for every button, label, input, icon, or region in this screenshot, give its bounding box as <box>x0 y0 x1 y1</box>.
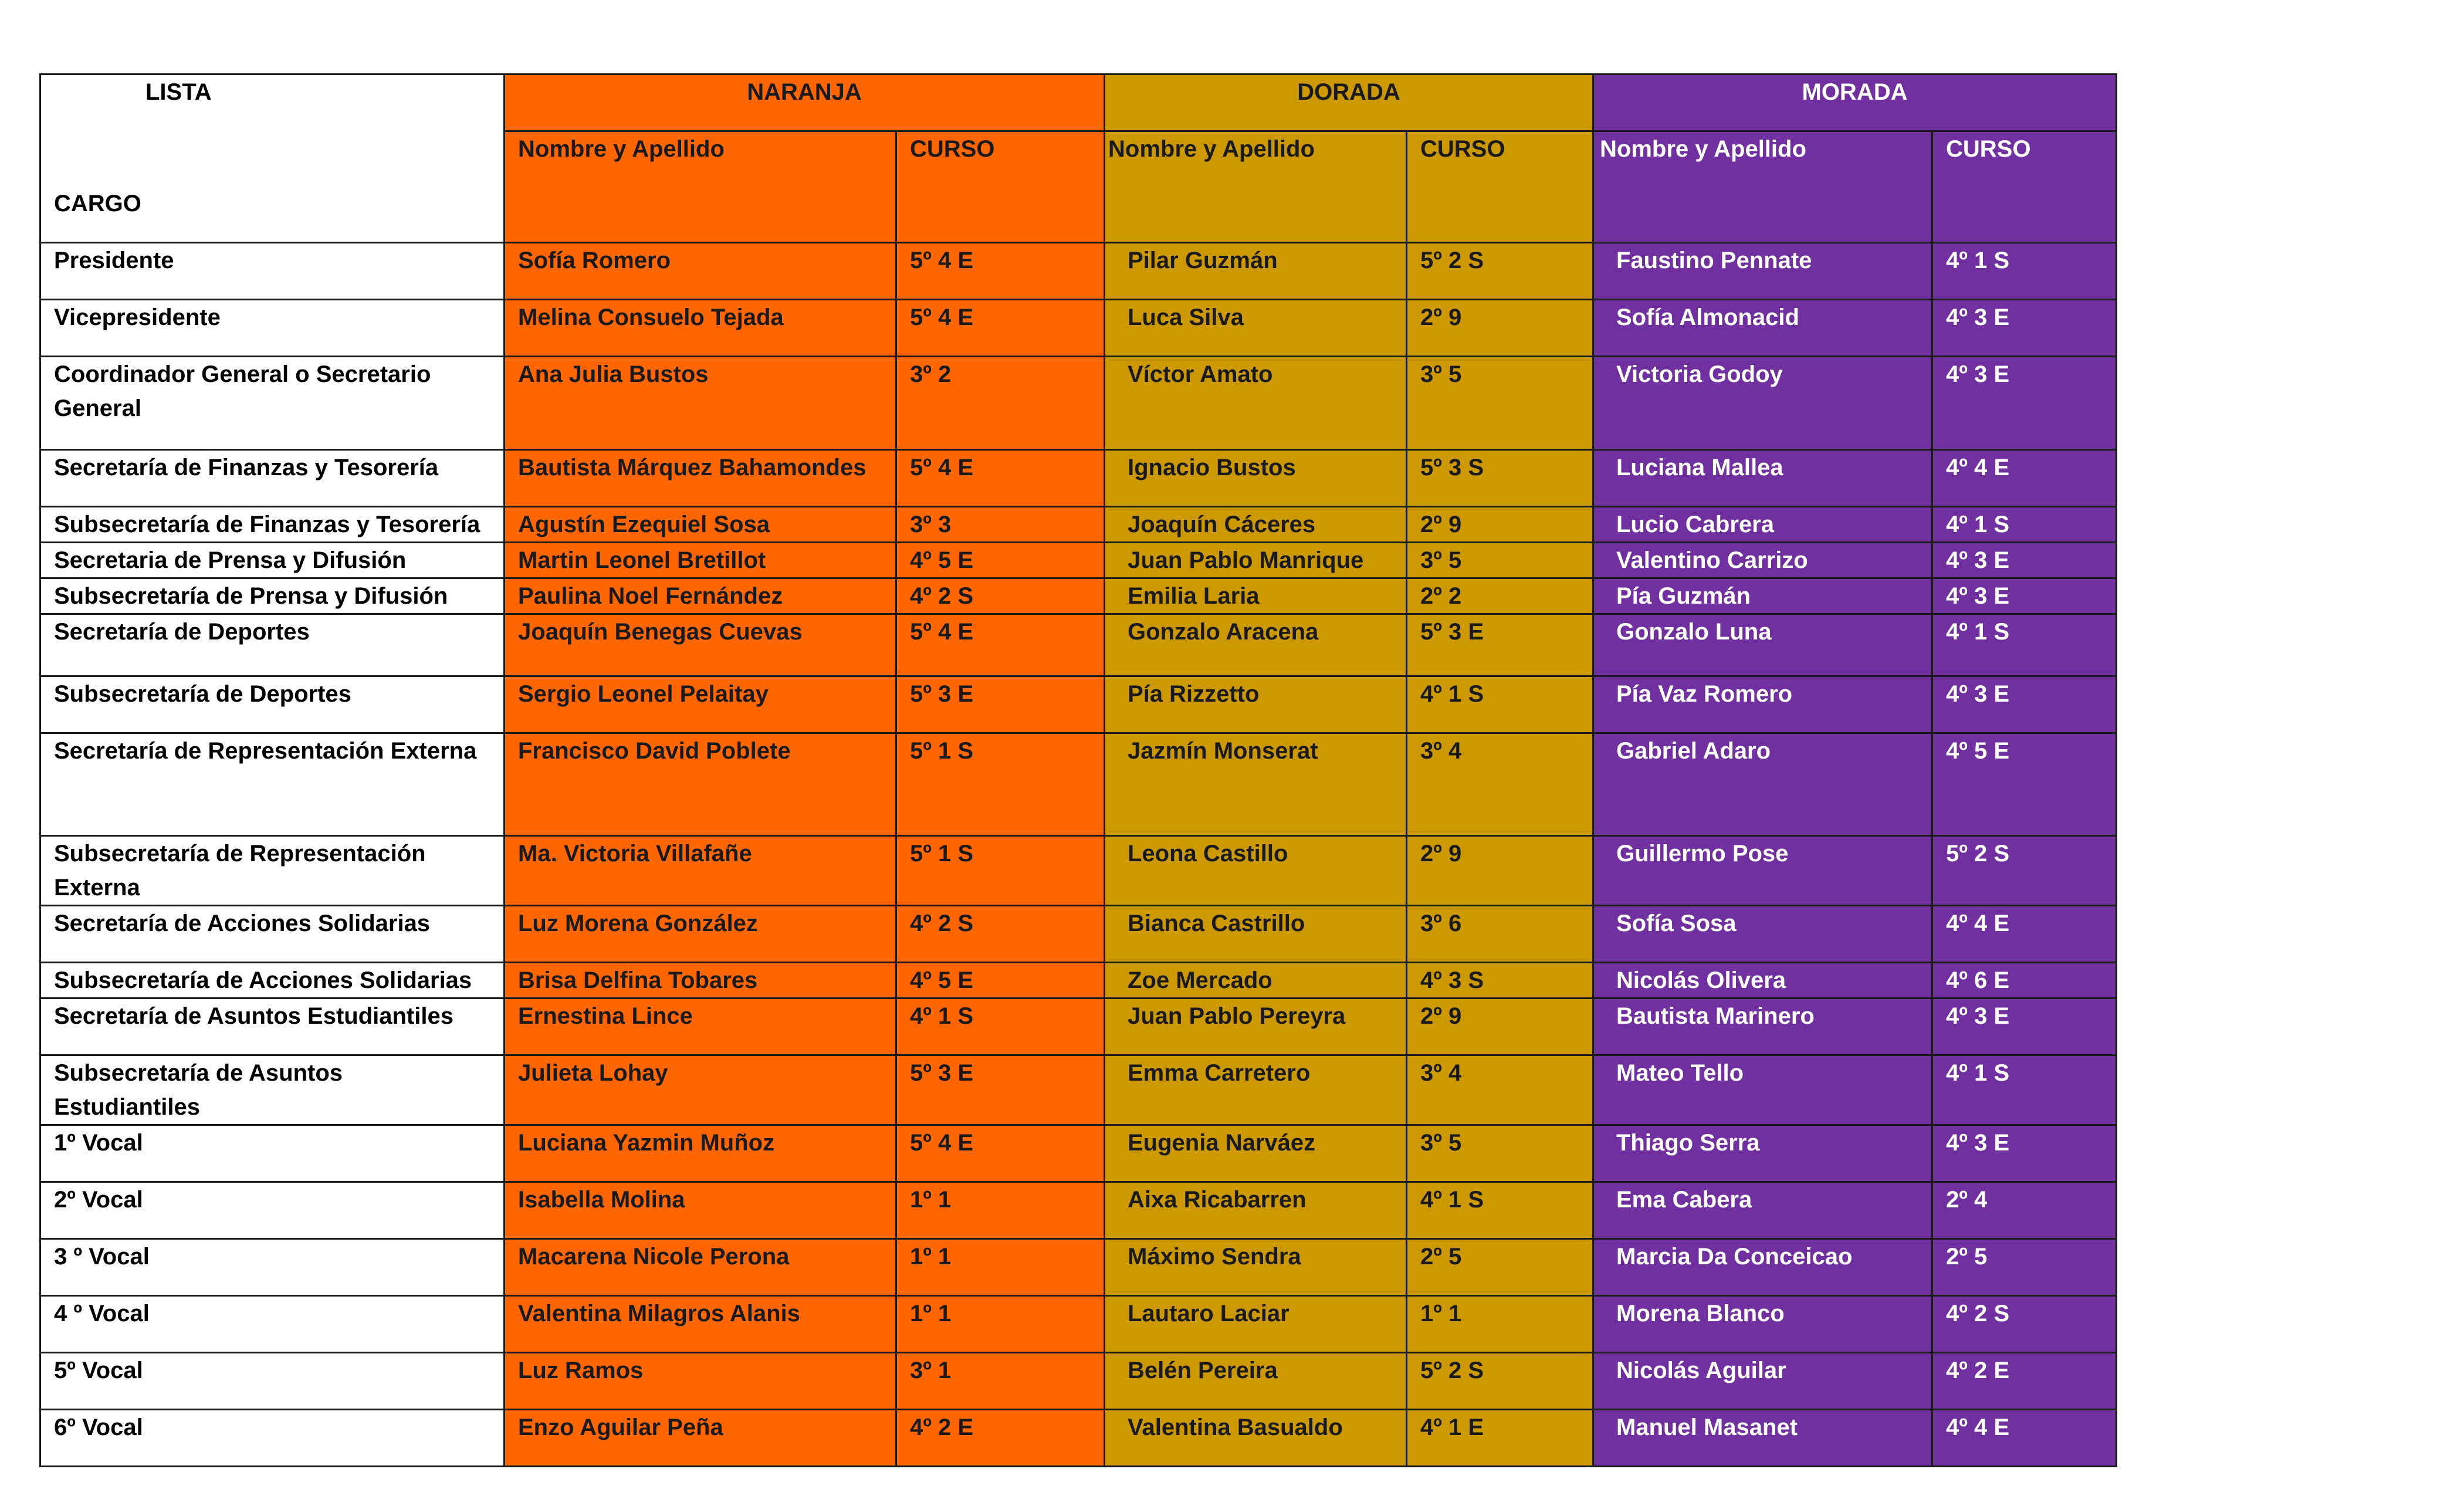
naranja-name-cell: Joaquín Benegas Cuevas <box>505 614 896 676</box>
naranja-course-cell: 4º 5 E <box>896 963 1105 999</box>
naranja-name-cell: Paulina Noel Fernández <box>505 578 896 614</box>
table-row <box>40 906 2117 963</box>
table-row <box>40 450 2117 507</box>
morada-course-cell: 2º 4 <box>1932 1182 2117 1239</box>
naranja-course-col-header: CURSO <box>896 131 1105 243</box>
cargo-cell: Secretaría de Finanzas y Tesorería <box>40 450 505 507</box>
naranja-name-cell: Julieta Lohay <box>505 1055 896 1125</box>
morada-course-cell: 5º 2 S <box>1932 836 2117 906</box>
table-row <box>40 243 2117 300</box>
cargo-cell: 4 º Vocal <box>40 1296 505 1353</box>
naranja-course-cell: 5º 4 E <box>896 614 1105 676</box>
dorada-course-cell: 3º 4 <box>1407 1055 1593 1125</box>
dorada-name-cell: Juan Pablo Manrique <box>1105 543 1407 578</box>
dorada-course-cell: 3º 4 <box>1407 733 1593 836</box>
table-row <box>40 578 2117 614</box>
table-row <box>40 676 2117 733</box>
naranja-course-cell: 3º 1 <box>896 1353 1105 1410</box>
morada-course-cell: 2º 5 <box>1932 1239 2117 1296</box>
naranja-course-cell: 1º 1 <box>896 1182 1105 1239</box>
dorada-name-cell: Máximo Sendra <box>1105 1239 1407 1296</box>
naranja-course-cell: 3º 3 <box>896 507 1105 543</box>
morada-name-cell: Guillermo Pose <box>1593 836 1932 906</box>
dorada-course-cell: 2º 9 <box>1407 507 1593 543</box>
morada-course-cell: 4º 1 S <box>1932 507 2117 543</box>
naranja-name-cell: Enzo Aguilar Peña <box>505 1410 896 1467</box>
morada-name-cell: Luciana Mallea <box>1593 450 1932 507</box>
cargo-cell: Subsecretaría de Asuntos Estudiantiles <box>40 1055 505 1125</box>
dorada-name-cell: Zoe Mercado <box>1105 963 1407 999</box>
naranja-name-cell: Brisa Delfina Tobares <box>505 963 896 999</box>
table-row <box>40 963 2117 999</box>
cargo-cell: Subsecretaría de Acciones Solidarias <box>40 963 505 999</box>
naranja-name-cell: Luz Ramos <box>505 1353 896 1410</box>
morada-course-cell: 4º 4 E <box>1932 1410 2117 1467</box>
morada-course-cell: 4º 2 S <box>1932 1296 2117 1353</box>
naranja-name-cell: Ma. Victoria Villafañe <box>505 836 896 906</box>
morada-name-cell: Bautista Marinero <box>1593 999 1932 1055</box>
morada-name-cell: Pía Guzmán <box>1593 578 1932 614</box>
cargo-cell: Subsecretaría de Representación Externa <box>40 836 505 906</box>
group-header-dorada: DORADA <box>1105 75 1593 131</box>
morada-name-cell: Gabriel Adaro <box>1593 733 1932 836</box>
cargo-cell: 5º Vocal <box>40 1353 505 1410</box>
cargo-cell: Subsecretaría de Deportes <box>40 676 505 733</box>
cargo-cell: Secretaria de Prensa y Difusión <box>40 543 505 578</box>
dorada-name-cell: Leona Castillo <box>1105 836 1407 906</box>
morada-course-cell: 4º 2 E <box>1932 1353 2117 1410</box>
morada-name-cell: Victoria Godoy <box>1593 357 1932 450</box>
morada-course-cell: 4º 3 E <box>1932 676 2117 733</box>
morada-name-cell: Marcia Da Conceicao <box>1593 1239 1932 1296</box>
naranja-name-cell: Sofía Romero <box>505 243 896 300</box>
morada-name-cell: Ema Cabera <box>1593 1182 1932 1239</box>
cargo-label: CARGO <box>54 191 141 216</box>
naranja-course-cell: 5º 4 E <box>896 1125 1105 1182</box>
dorada-course-cell: 2º 9 <box>1407 300 1593 357</box>
cargo-cell: Subsecretaría de Finanzas y Tesorería <box>40 507 505 543</box>
morada-course-cell: 4º 4 E <box>1932 450 2117 507</box>
morada-course-cell: 4º 5 E <box>1932 733 2117 836</box>
dorada-name-cell: Pía Rizzetto <box>1105 676 1407 733</box>
dorada-course-cell: 3º 6 <box>1407 906 1593 963</box>
table-row <box>40 357 2117 450</box>
dorada-name-cell: Bianca Castrillo <box>1105 906 1407 963</box>
cargo-cell: 2º Vocal <box>40 1182 505 1239</box>
table-row <box>40 300 2117 357</box>
lista-cargo-header-cell <box>40 75 505 243</box>
group-header-row <box>40 75 2117 131</box>
morada-name-cell: Morena Blanco <box>1593 1296 1932 1353</box>
table-row <box>40 1055 2117 1125</box>
dorada-course-col-header: CURSO <box>1407 131 1593 243</box>
naranja-course-cell: 5º 4 E <box>896 243 1105 300</box>
cargo-cell: Secretaría de Representación Externa <box>40 733 505 836</box>
dorada-course-cell: 3º 5 <box>1407 1125 1593 1182</box>
group-header-naranja: NARANJA <box>505 75 1105 131</box>
dorada-course-cell: 4º 3 S <box>1407 963 1593 999</box>
morada-name-cell: Gonzalo Luna <box>1593 614 1932 676</box>
table-row <box>40 999 2117 1055</box>
table-row <box>40 507 2117 543</box>
naranja-name-cell: Luz Morena González <box>505 906 896 963</box>
dorada-course-cell: 4º 1 S <box>1407 676 1593 733</box>
dorada-name-cell: Joaquín Cáceres <box>1105 507 1407 543</box>
table-row <box>40 733 2117 836</box>
morada-course-cell: 4º 1 S <box>1932 1055 2117 1125</box>
naranja-name-cell: Sergio Leonel Pelaitay <box>505 676 896 733</box>
naranja-course-cell: 4º 2 S <box>896 906 1105 963</box>
naranja-course-cell: 5º 1 S <box>896 733 1105 836</box>
table-row <box>40 1353 2117 1410</box>
dorada-course-cell: 2º 5 <box>1407 1239 1593 1296</box>
naranja-course-cell: 5º 4 E <box>896 450 1105 507</box>
cargo-cell: 1º Vocal <box>40 1125 505 1182</box>
morada-course-col-header: CURSO <box>1932 131 2117 243</box>
morada-course-cell: 4º 3 E <box>1932 543 2117 578</box>
dorada-name-cell: Jazmín Monserat <box>1105 733 1407 836</box>
naranja-name-cell: Agustín Ezequiel Sosa <box>505 507 896 543</box>
morada-name-cell: Sofía Almonacid <box>1593 300 1932 357</box>
naranja-course-cell: 4º 5 E <box>896 543 1105 578</box>
morada-name-cell: Pía Vaz Romero <box>1593 676 1932 733</box>
dorada-course-cell: 3º 5 <box>1407 357 1593 450</box>
dorada-name-cell: Ignacio Bustos <box>1105 450 1407 507</box>
dorada-name-cell: Pilar Guzmán <box>1105 243 1407 300</box>
dorada-course-cell: 2º 9 <box>1407 999 1593 1055</box>
naranja-name-col-header: Nombre y Apellido <box>505 131 896 243</box>
naranja-name-cell: Isabella Molina <box>505 1182 896 1239</box>
dorada-name-cell: Luca Silva <box>1105 300 1407 357</box>
cargo-cell: Vicepresidente <box>40 300 505 357</box>
dorada-name-cell: Eugenia Narváez <box>1105 1125 1407 1182</box>
dorada-course-cell: 4º 1 E <box>1407 1410 1593 1467</box>
dorada-course-cell: 5º 2 S <box>1407 1353 1593 1410</box>
table-row <box>40 1239 2117 1296</box>
dorada-course-cell: 4º 1 S <box>1407 1182 1593 1239</box>
naranja-course-cell: 1º 1 <box>896 1239 1105 1296</box>
dorada-course-cell: 5º 2 S <box>1407 243 1593 300</box>
naranja-course-cell: 3º 2 <box>896 357 1105 450</box>
naranja-name-cell: Luciana Yazmin Muñoz <box>505 1125 896 1182</box>
dorada-course-cell: 2º 9 <box>1407 836 1593 906</box>
morada-course-cell: 4º 6 E <box>1932 963 2117 999</box>
cargo-cell: Secretaría de Asuntos Estudiantiles <box>40 999 505 1055</box>
dorada-name-cell: Víctor Amato <box>1105 357 1407 450</box>
dorada-name-cell: Emma Carretero <box>1105 1055 1407 1125</box>
morada-course-cell: 4º 3 E <box>1932 578 2117 614</box>
group-header-morada: MORADA <box>1593 75 2117 131</box>
naranja-course-cell: 4º 2 E <box>896 1410 1105 1467</box>
table-row <box>40 614 2117 676</box>
naranja-name-cell: Ernestina Lince <box>505 999 896 1055</box>
dorada-name-cell: Emilia Laria <box>1105 578 1407 614</box>
morada-name-col-header: Nombre y Apellido <box>1593 131 1932 243</box>
lista-table <box>39 73 2117 1467</box>
naranja-course-cell: 5º 4 E <box>896 300 1105 357</box>
dorada-name-cell: Valentina Basualdo <box>1105 1410 1407 1467</box>
naranja-course-cell: 4º 2 S <box>896 578 1105 614</box>
table-row <box>40 1182 2117 1239</box>
morada-name-cell: Mateo Tello <box>1593 1055 1932 1125</box>
morada-course-cell: 4º 3 E <box>1932 300 2117 357</box>
cargo-cell: 3 º Vocal <box>40 1239 505 1296</box>
morada-course-cell: 4º 3 E <box>1932 999 2117 1055</box>
dorada-course-cell: 5º 3 E <box>1407 614 1593 676</box>
morada-name-cell: Sofía Sosa <box>1593 906 1932 963</box>
naranja-name-cell: Macarena Nicole Perona <box>505 1239 896 1296</box>
morada-course-cell: 4º 3 E <box>1932 1125 2117 1182</box>
morada-course-cell: 4º 3 E <box>1932 357 2117 450</box>
naranja-course-cell: 5º 3 E <box>896 1055 1105 1125</box>
lista-label: LISTA <box>145 79 212 105</box>
cargo-cell: Coordinador General o Secretario General <box>40 357 505 450</box>
morada-name-cell: Valentino Carrizo <box>1593 543 1932 578</box>
morada-name-cell: Thiago Serra <box>1593 1125 1932 1182</box>
dorada-name-cell: Lautaro Laciar <box>1105 1296 1407 1353</box>
morada-name-cell: Manuel Masanet <box>1593 1410 1932 1467</box>
dorada-name-cell: Belén Pereira <box>1105 1353 1407 1410</box>
morada-name-cell: Nicolás Olivera <box>1593 963 1932 999</box>
dorada-course-cell: 2º 2 <box>1407 578 1593 614</box>
cargo-cell: Secretaría de Deportes <box>40 614 505 676</box>
naranja-name-cell: Melina Consuelo Tejada <box>505 300 896 357</box>
morada-course-cell: 4º 4 E <box>1932 906 2117 963</box>
dorada-name-cell: Gonzalo Aracena <box>1105 614 1407 676</box>
naranja-course-cell: 5º 3 E <box>896 676 1105 733</box>
naranja-name-cell: Ana Julia Bustos <box>505 357 896 450</box>
table-row <box>40 1410 2117 1467</box>
table-row <box>40 1125 2117 1182</box>
cargo-cell: Subsecretaría de Prensa y Difusión <box>40 578 505 614</box>
dorada-course-cell: 1º 1 <box>1407 1296 1593 1353</box>
naranja-course-cell: 5º 1 S <box>896 836 1105 906</box>
naranja-course-cell: 4º 1 S <box>896 999 1105 1055</box>
cargo-cell: Secretaría de Acciones Solidarias <box>40 906 505 963</box>
dorada-name-cell: Juan Pablo Pereyra <box>1105 999 1407 1055</box>
dorada-course-cell: 5º 3 S <box>1407 450 1593 507</box>
morada-course-cell: 4º 1 S <box>1932 614 2117 676</box>
dorada-course-cell: 3º 5 <box>1407 543 1593 578</box>
table-row <box>40 543 2117 578</box>
naranja-name-cell: Francisco David Poblete <box>505 733 896 836</box>
table-row <box>40 1296 2117 1353</box>
naranja-course-cell: 1º 1 <box>896 1296 1105 1353</box>
cargo-cell: 6º Vocal <box>40 1410 505 1467</box>
dorada-name-col-header: Nombre y Apellido <box>1105 131 1407 243</box>
morada-course-cell: 4º 1 S <box>1932 243 2117 300</box>
cargo-cell: Presidente <box>40 243 505 300</box>
naranja-name-cell: Martin Leonel Bretillot <box>505 543 896 578</box>
table-row <box>40 836 2117 906</box>
dorada-name-cell: Aixa Ricabarren <box>1105 1182 1407 1239</box>
morada-name-cell: Faustino Pennate <box>1593 243 1932 300</box>
naranja-name-cell: Bautista Márquez Bahamondes <box>505 450 896 507</box>
naranja-name-cell: Valentina Milagros Alanis <box>505 1296 896 1353</box>
morada-name-cell: Nicolás Aguilar <box>1593 1353 1932 1410</box>
morada-name-cell: Lucio Cabrera <box>1593 507 1932 543</box>
